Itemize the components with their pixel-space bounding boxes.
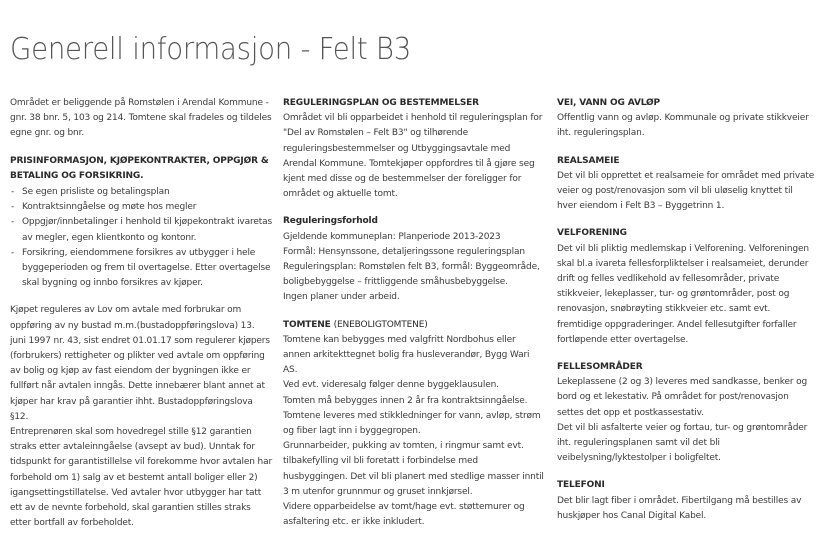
tomtene-heading-sub: (ENEBOLIGTOMTENE) (333, 319, 428, 330)
felles-text-2: Det vil bli asfalterte veier og fortau, tur- og grøntområder iht. reguleringsplanen samt vil det bli veibelysning/lyktestolper i boligfeltet. (557, 422, 808, 464)
velforening-text: Det vil bli pliktig medlemskap i Velforening. Velforeningen skal bl.a ivareta fellesforpliktelser i realsameiet, derunder drift og felles vedlikehold av fellesområder, private stikkveier, lekeplasser, tur- og grøntområder, post og renovasjon, snøbrøyting stikkveier etc. samt evt. fremtidige oppgraderinger. Andel fellesutgifter forfaller fortløpende etter overtagelse. (557, 243, 809, 345)
forhold-line: Gjeldende kommuneplan: Planperiode 2013-2023 (283, 231, 501, 242)
pris-list (10, 185, 272, 291)
list-item: - Se egen prisliste og betalingsplan (10, 185, 272, 200)
tomtene-line: Tomten må bebygges innen 2 år fra kontraktsinngåelse. (283, 395, 528, 406)
pris-heading: PRISINFORMASJON, KJØPEKONTRAKTER, OPPGJØR & BETALING OG FORSIKRING. (10, 155, 269, 181)
list-item: - Oppgjør/innbetalinger i henhold til kjøpekontrakt ivaretas av megler, egen klientkonto og kontonr. (10, 215, 272, 245)
tomtene-line: Ved evt. videresalg følger denne byggeklausulen. (283, 380, 499, 391)
column-right (557, 96, 815, 533)
tomtene-block (283, 333, 545, 531)
tomtene-line: Grunnarbeider, pukking av tomten, i ringmur samt evt. tilbakefylling vil bli foretatt i forbindelse med husbyggingen. Det vil bli planert med stedlige masser inntil 3 m utenfor grunnmur og gruset innkjørsel. (283, 441, 544, 497)
reg-text: Området vil bli opparbeidet i henhold til reguleringsplan for "Del av Romstølen – Felt B3" og tilhørende reguleringsbestemmelser og Utbyggingsavtale med Arendal Kommune. Tomtekjøper oppfordres til å gjøre seg kjent med disse og de bestemmelser der foreligger for området og aktuelle tomt. (283, 113, 543, 200)
tomtene-line: Tomtene kan bebygges med valgfritt Nordbohus eller annen arkitekttegnet bolig fra husleverandør, Bygg Wari AS. (283, 334, 530, 376)
reg-heading: REGULERINGSPLAN OG BESTEMMELSER (283, 98, 479, 108)
forhold-block (283, 230, 545, 306)
forhold-line: Ingen planer under arbeid. (283, 292, 400, 303)
list-item: - Kontraktsinngåelse og møte hos megler (10, 200, 272, 215)
garanti-text: Entreprenøren skal som hovedregel stille §12 garantien straks etter avtaleinngåelse (avsept av bud). Unntak for tidspunkt for garantistillelse vil forekomme hvor avtalen har forbehold om 1) salg av et bestemt antall boliger eller 2) igangsettingstillatelse. Ved avtaler hvor utbygger har tatt ett av de nevnte forbehold, skal garantien stilles straks etter bortfall av forbeholdet. (10, 427, 272, 529)
column-middle (283, 96, 545, 530)
tomtene-heading-main: TOMTENE (283, 319, 331, 330)
page-title: Generell informasjon - Felt B3 (10, 32, 411, 67)
forhold-line: Reguleringsplan: Romstølen felt B3, formål: Byggeområde, boligbebyggelse – frittliggende småhusbebyggelse. (283, 262, 540, 288)
realsameie-heading: REALSAMEIE (557, 155, 620, 166)
felles-heading: FELLESOMRÅDER (557, 362, 643, 373)
forhold-heading: Reguleringsforhold (283, 216, 378, 227)
lov-text: Kjøpet reguleres av Lov om avtale med forbrukar om oppføring av ny bustad m.m.(bustadoppføringslova) 13. juni 1997 nr. 43, sist endret 01.01.17 som regulerer kjøpers (forbrukers) rettigheter og plikter ved avtale om oppføring av bolig og kjøp av fast eiendom der bygningen ikke er fullført når avtalen inngås. Dette innebærer blant annet at kjøper har krav på garantier ihht. Bustadoppføringslova §12. (10, 305, 270, 422)
tomtene-line: Tomtene leveres med stikkledninger for vann, avløp, strøm og fiber lagt inn i byggegropen. (283, 410, 541, 437)
tomtene-line: Videre opparbeidelse av tomt/hage evt. støttemurer og asfaltering etc. er ikke inkludert. (283, 502, 525, 528)
intro-text: Området er beliggende på Romstølen i Arendal Kommune - gnr. 38 bnr. 5, 103 og 214. Tomtene skal fradeles og tildeles egne gnr. og bnr. (10, 98, 272, 139)
telefoni-text: Det blir lagt fiber i området. Fibertilgang må bestilles av huskjøper hos Canal Digital Kabel. (557, 495, 802, 521)
velforening-heading: VELFORENING (557, 228, 627, 239)
column-left (10, 96, 272, 540)
forhold-line: Formål: Hensynssone, detaljeringssone reguleringsplan (283, 246, 525, 257)
telefoni-heading: TELEFONI (557, 480, 605, 491)
felles-text-1: Lekeplassene (2 og 3) leveres med sandkasse, benker og bord og et lekestativ. På området for post/renovasjon settes det opp et postkassestativ. (557, 377, 808, 418)
list-item: - Forsikring, eiendommene forsikres av utbygger i hele byggeperioden og frem til overtagelse. Etter overtagelse skal bygning og innbo forsikres av kjøper. (10, 246, 272, 292)
vei-heading: VEI, VANN OG AVLØP (557, 98, 660, 108)
vei-text: Offentlig vann og avløp. Kommunale og private stikkveier iht. reguleringsplan. (557, 113, 809, 139)
tomtene-heading (283, 318, 545, 333)
realsameie-text: Det vil bli opprettet et realsameie for området med private veier og post/renovasjon som vil bli uløselig knyttet til hver eiendom i Felt B3 – Byggetrinn 1. (557, 170, 815, 212)
